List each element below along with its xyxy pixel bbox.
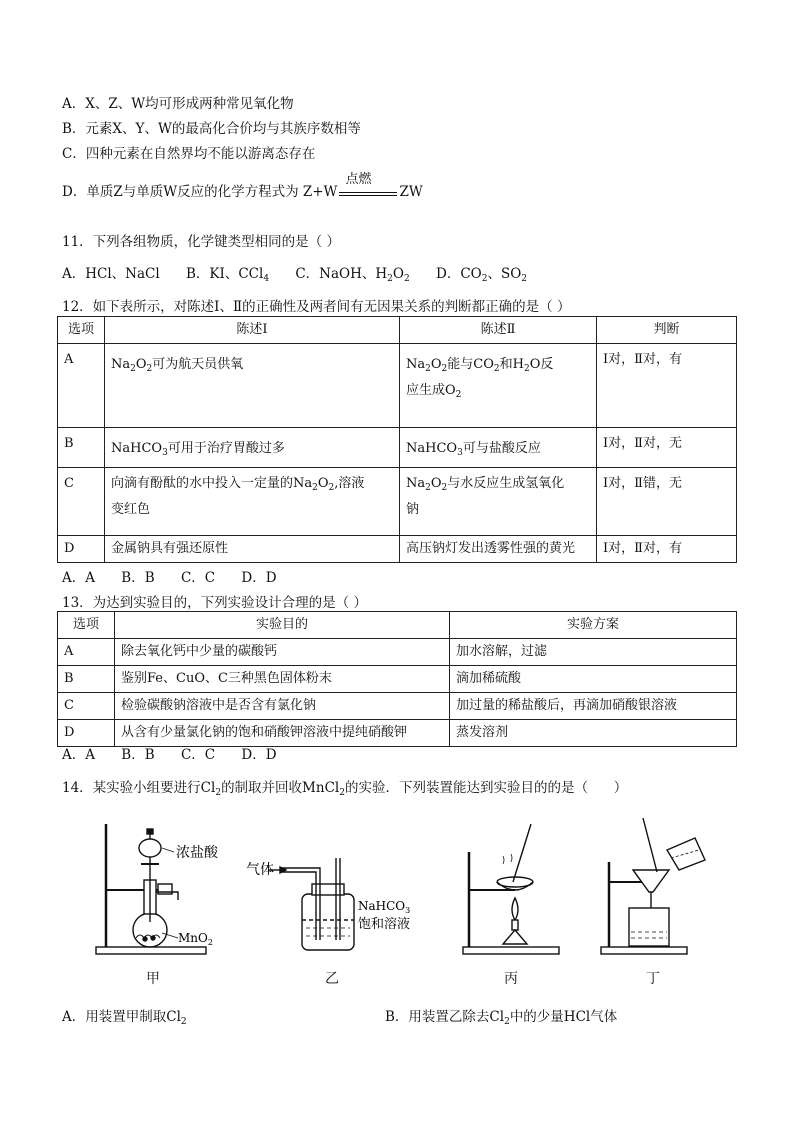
table-cell: 加水溶解，过滤 [450,639,737,666]
label-mno2: MnO$_2$ [178,931,213,947]
table-row [58,666,737,693]
q13-options [62,743,299,763]
table-header: 选项 [58,612,115,639]
q14-option-a: A．用装置甲制取$Cl_2$ [62,1009,187,1027]
q12-option-d: D．D [241,570,277,586]
caption-ding: 丁 [646,971,660,987]
q11-options [62,262,549,282]
table-header: 判断 [597,317,737,344]
table-cell: C [58,468,105,536]
q11-option-d: D．$CO_2$、$SO_2$ [436,266,528,284]
caption-bing: 丙 [504,971,518,987]
caption-yi: 乙 [325,971,339,987]
apparatus-bing-figure [455,812,565,962]
table-cell: B [58,428,105,468]
table-row [58,693,737,720]
table-header: 选项 [58,317,105,344]
q13-option-d: D．D [241,747,277,763]
table-header: 陈述Ⅰ [105,317,400,344]
table-header: 实验目的 [115,612,450,639]
stand-base [96,947,206,954]
q12-option-c: C．C [180,570,216,586]
reaction-condition: 点燃 [345,171,372,187]
separatory-funnel [139,839,161,857]
q10-option-d [62,171,423,200]
table-cell: 金属钠具有强还原性 [105,536,400,563]
table-cell: 从含有少量氯化钠的饱和硝酸钾溶液中提纯硝酸钾 [115,720,450,747]
table-cell: D [58,720,115,747]
stand-base [463,947,559,954]
table-cell: C [58,693,115,720]
table-cell: 向滴有酚酞的水中投入一定量的$Na_2O_2$,溶液 变红色 [105,468,400,536]
label-nahco3: NaHCO$_3$ [358,899,411,915]
table-cell: 加过量的稀盐酸后，再滴加硝酸银溶液 [450,693,737,720]
alcohol-lamp [503,930,527,944]
table-row [58,468,737,536]
q14-option-b: B．用装置乙除去$Cl_2$中的少量HCl气体 [385,1009,618,1027]
q10-option-b: B．元素X、Y、W的最高化合价均与其族序数相等 [62,121,361,137]
label-saturated-solution: 饱和溶液 [358,917,411,932]
table-cell: Ⅰ对，Ⅱ对，有 [597,344,737,428]
table-row [58,344,737,428]
label-gas: 气体 [246,862,274,878]
table-cell: 除去氧化钙中少量的碳酸钙 [115,639,450,666]
q13-option-b: B．B [121,747,155,763]
apparatus-jia-figure [78,812,258,962]
table-row [58,428,737,468]
table-row [58,639,737,666]
glass-rod [513,824,531,882]
table-cell: 滴加稀硫酸 [450,666,737,693]
q12-table [57,316,737,563]
table-header: 实验方案 [450,612,737,639]
q10-option-c: C．四种元素在自然界均不能以游离态存在 [62,146,316,162]
q11-option-c: C．NaOH、$H_2O_2$ [295,266,410,284]
stand-base [601,947,687,954]
table-cell: 鉴别Fe、CuO、C三种黑色固体粉末 [115,666,450,693]
q12-options [62,566,299,586]
table-cell: $Na_2O_2$能与$CO_2$和$H_2O$反 应生成$O_2$ [400,344,597,428]
table-header: 陈述Ⅱ [400,317,597,344]
gas-washing-bottle [302,894,354,950]
q10-option-a: A．X、Z、W均可形成两种常见氧化物 [62,96,294,112]
table-cell: Ⅰ对，Ⅱ对，有 [597,536,737,563]
table-cell: Ⅰ对，Ⅱ错，无 [597,468,737,536]
label-conc-hcl: 浓盐酸 [176,845,218,861]
q13-option-c: C．C [180,747,216,763]
apparatus-yi-figure [240,812,440,962]
q13-option-a: A．A [62,747,95,763]
table-cell: A [58,344,105,428]
table-cell: $Na_2O_2$可为航天员供氧 [105,344,400,428]
q12-option-a: A．A [62,570,95,586]
table-cell: A [58,639,115,666]
table-cell: $Na_2O_2$与水反应生成氢氧化 钠 [400,468,597,536]
table-cell: NaHCO$_3$可与盐酸反应 [400,428,597,468]
q12-option-b: B．B [121,570,155,586]
q11-stem: 11．下列各组物质，化学键类型相同的是（ ） [62,234,340,250]
q11-option-b: B．KI、CCl$_4$ [185,266,270,284]
q11-option-a: A．HCl、NaCl [62,266,160,282]
q10-option-d-prefix: D．单质Z与单质W反应的化学方程式为 Z+W [62,184,338,200]
q12-stem: 12．如下表所示，对陈述Ⅰ、Ⅱ的正确性及两者间有无因果关系的判断都正确的是（ ） [62,299,571,315]
q13-table [57,611,737,747]
q13-stem: 13．为达到实验目的，下列实验设计合理的是（ ） [62,595,367,611]
table-cell: Ⅰ对，Ⅱ对，无 [597,428,737,468]
table-cell: 检验碳酸钠溶液中是否含有氯化钠 [115,693,450,720]
table-cell: B [58,666,115,693]
apparatus-ding-figure [595,812,725,962]
q10-option-d-suffix: ZW [399,184,423,200]
glass-rod [643,818,657,872]
table-cell: NaHCO$_3$可用于治疗胃酸过多 [105,428,400,468]
table-row [58,536,737,563]
beaker [629,908,669,946]
caption-jia: 甲 [146,971,160,987]
table-cell: 蒸发溶剂 [450,720,737,747]
equation-arrow [339,171,397,200]
table-cell: 高压钠灯发出透雾性强的黄光 [400,536,597,563]
q14-stem: 14．某实验小组要进行$Cl_2$的制取并回收MnCl$_2$的实验．下列装置能达到实验目的的是（ ） [62,780,628,798]
table-cell: D [58,536,105,563]
